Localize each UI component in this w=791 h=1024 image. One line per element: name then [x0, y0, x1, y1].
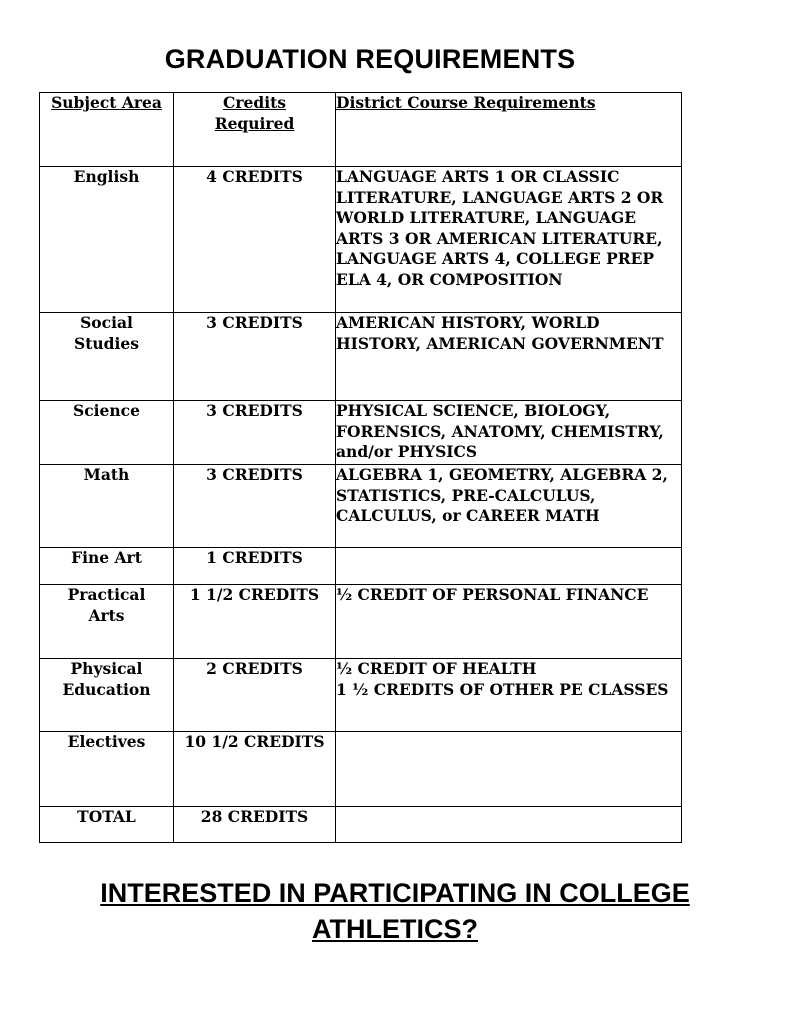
athletics-question-heading: INTERESTED IN PARTICIPATING IN COLLEGE ATHLETICS?	[100, 878, 690, 944]
credits-cell: 3 CREDITS	[174, 313, 336, 401]
header-district-course-requirements: District Course Requirements	[336, 93, 682, 167]
table-row	[40, 313, 682, 401]
table-row	[40, 167, 682, 313]
subject-cell: Fine Art	[40, 548, 174, 585]
header-credits-required: Credits Required	[174, 93, 336, 167]
subject-cell: TOTAL	[40, 807, 174, 843]
credits-cell: 10 1/2 CREDITS	[174, 732, 336, 807]
page-title: GRADUATION REQUIREMENTS	[164, 44, 576, 74]
requirements-cell: PHYSICAL SCIENCE, BIOLOGY, FORENSICS, ANATOMY, CHEMISTRY, and/or PHYSICS	[336, 401, 682, 465]
table-header-row	[40, 93, 682, 167]
requirements-cell: LANGUAGE ARTS 1 OR CLASSIC LITERATURE, LANGUAGE ARTS 2 OR WORLD LITERATURE, LANGUAGE ARTS 3 OR AMERICAN LITERATURE, LANGUAGE ARTS 4, COLLEGE PREP ELA 4, OR COMPOSITION	[336, 167, 682, 313]
credits-cell: 1 CREDITS	[174, 548, 336, 585]
subject-cell: Practical Arts	[40, 585, 174, 659]
credits-cell: 1 1/2 CREDITS	[174, 585, 336, 659]
subject-cell: Math	[40, 465, 174, 548]
table-row	[40, 401, 682, 465]
table-row	[40, 585, 682, 659]
credits-cell: 4 CREDITS	[174, 167, 336, 313]
credits-cell: 28 CREDITS	[174, 807, 336, 843]
subject-cell: Social Studies	[40, 313, 174, 401]
subject-cell: Science	[40, 401, 174, 465]
table-row	[40, 732, 682, 807]
requirements-cell	[336, 807, 682, 843]
subject-cell: Electives	[40, 732, 174, 807]
requirements-cell: ½ CREDIT OF PERSONAL FINANCE	[336, 585, 682, 659]
credits-cell: 2 CREDITS	[174, 659, 336, 732]
graduation-requirements-table	[39, 92, 682, 843]
credits-cell: 3 CREDITS	[174, 401, 336, 465]
requirements-cell	[336, 732, 682, 807]
subject-cell: English	[40, 167, 174, 313]
table-row	[40, 548, 682, 585]
credits-cell: 3 CREDITS	[174, 465, 336, 548]
subject-cell: Physical Education	[40, 659, 174, 732]
requirements-cell	[336, 548, 682, 585]
requirements-cell: ALGEBRA 1, GEOMETRY, ALGEBRA 2, STATISTICS, PRE-CALCULUS, CALCULUS, or CAREER MATH	[336, 465, 682, 548]
requirements-cell: ½ CREDIT OF HEALTH 1 ½ CREDITS OF OTHER PE CLASSES	[336, 659, 682, 732]
header-subject-area: Subject Area	[40, 93, 174, 167]
requirements-cell: AMERICAN HISTORY, WORLD HISTORY, AMERICAN GOVERNMENT	[336, 313, 682, 401]
table-row	[40, 465, 682, 548]
table-row-total	[40, 807, 682, 843]
table-row	[40, 659, 682, 732]
